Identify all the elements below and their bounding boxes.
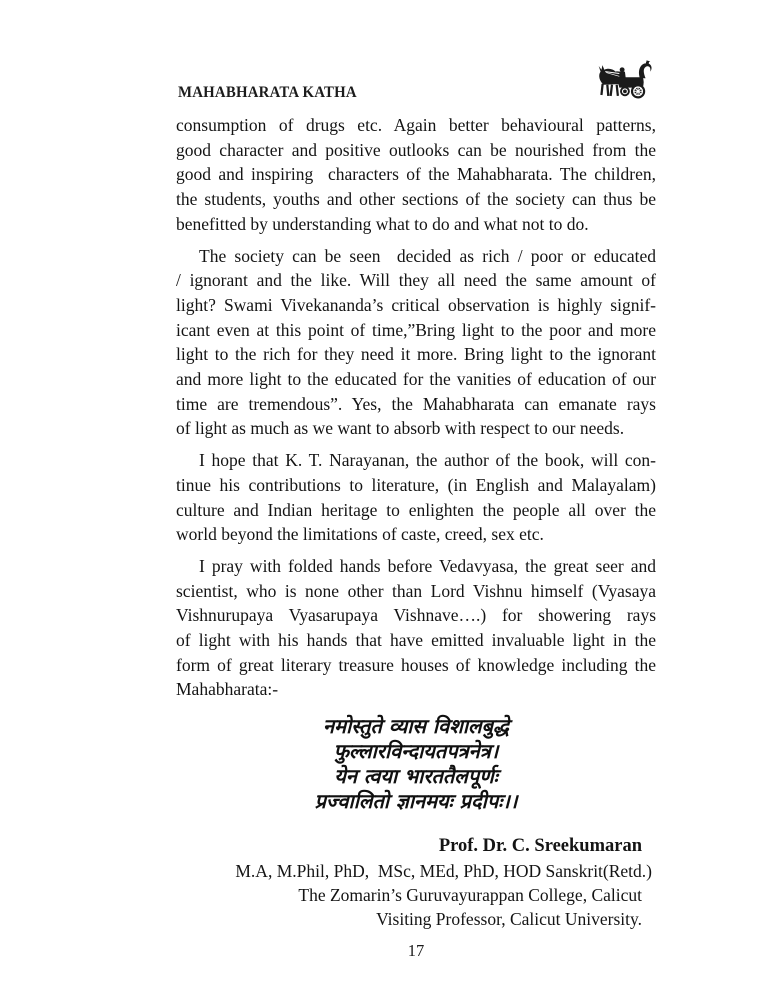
text-line: icant even at this point of time,”Bring light to the poor and more [176, 319, 656, 340]
text-line: light to the rich for they need it more. Bring light to the ignorant [176, 344, 656, 365]
text-line: good and inspiring characters of the Mahabharata. The children, [176, 164, 656, 185]
verse-line: नमोस्तुते व्यास विशालबुद्धे [323, 714, 509, 739]
text-line: Mahabharata:- [176, 679, 279, 700]
page-number: 17 [407, 941, 425, 960]
page-body [176, 113, 656, 931]
verse-line: फुल्लारविन्दायतपत्रनेत्र। [333, 739, 499, 764]
signature-block [176, 833, 656, 931]
text-line: The society can be seen decided as rich / poor or educated [199, 245, 656, 266]
author-name: Prof. Dr. C. Sreekumaran [438, 836, 642, 857]
verse-line: येन त्वया भारततैलपूर्णः [334, 764, 498, 789]
sanskrit-verse [176, 714, 656, 814]
text-line: I hope that K. T. Narayanan, the author of the book, will con- [199, 450, 656, 471]
author-credentials [176, 859, 656, 931]
credential-line: The Zomarin’s Guruvayurappan College, Calicut [298, 885, 642, 906]
text-line: culture and Indian heritage to enlighten the people all over the [176, 499, 656, 520]
horse-chariot-icon [594, 60, 654, 102]
text-line: tinue his contributions to literature, (in English and Malayalam) [176, 474, 656, 495]
text-line: of light with his hands that have emitted invaluable light in the [176, 630, 656, 651]
credential-line: Visiting Professor, Calicut University. [376, 909, 642, 930]
text-line: of light as much as we want to absorb with respect to our needs. [176, 418, 625, 439]
paragraph-4 [176, 554, 656, 702]
text-line: time are tremendous”. Yes, the Mahabharata can emanate rays [176, 393, 656, 414]
text-line: benefitted by understanding what to do and what not to do. [176, 213, 589, 234]
text-line: / ignorant and the like. Will they all need the same amount of [176, 270, 656, 291]
text-line: light? Swami Vivekananda’s critical observation is highly signif- [176, 294, 656, 315]
text-line: form of great literary treasure houses of knowledge including the [176, 654, 656, 675]
text-line: the students, youths and other sections of the society can thus be [176, 189, 656, 210]
text-line: and more light to the educated for the vanities of education of our [176, 369, 656, 390]
text-line: scientist, who is none other than Lord Vishnu himself (Vyasaya [176, 580, 656, 601]
paragraph-2 [176, 244, 656, 442]
page-header [176, 58, 656, 104]
paragraph-1 [176, 113, 656, 237]
credential-line: M.A, M.Phil, PhD, MSc, MEd, PhD, HOD Sanskrit(Retd.) [235, 861, 652, 882]
text-line: consumption of drugs etc. Again better behavioural patterns, [176, 115, 656, 135]
paragraph-3 [176, 448, 656, 547]
verse-line: प्रज्वालितो ज्ञानमयः प्रदीपः।। [314, 789, 518, 814]
running-title: MAHABHARATA KATHA [178, 84, 357, 101]
text-line: Vishnurupaya Vyasarupaya Vishnave….) for showering rays [176, 605, 656, 626]
text-line: I pray with folded hands before Vedavyasa, the great seer and [199, 555, 656, 576]
text-line: good character and positive outlooks can be nourished from the [176, 139, 656, 160]
text-line: world beyond the limitations of caste, creed, sex etc. [176, 524, 544, 545]
